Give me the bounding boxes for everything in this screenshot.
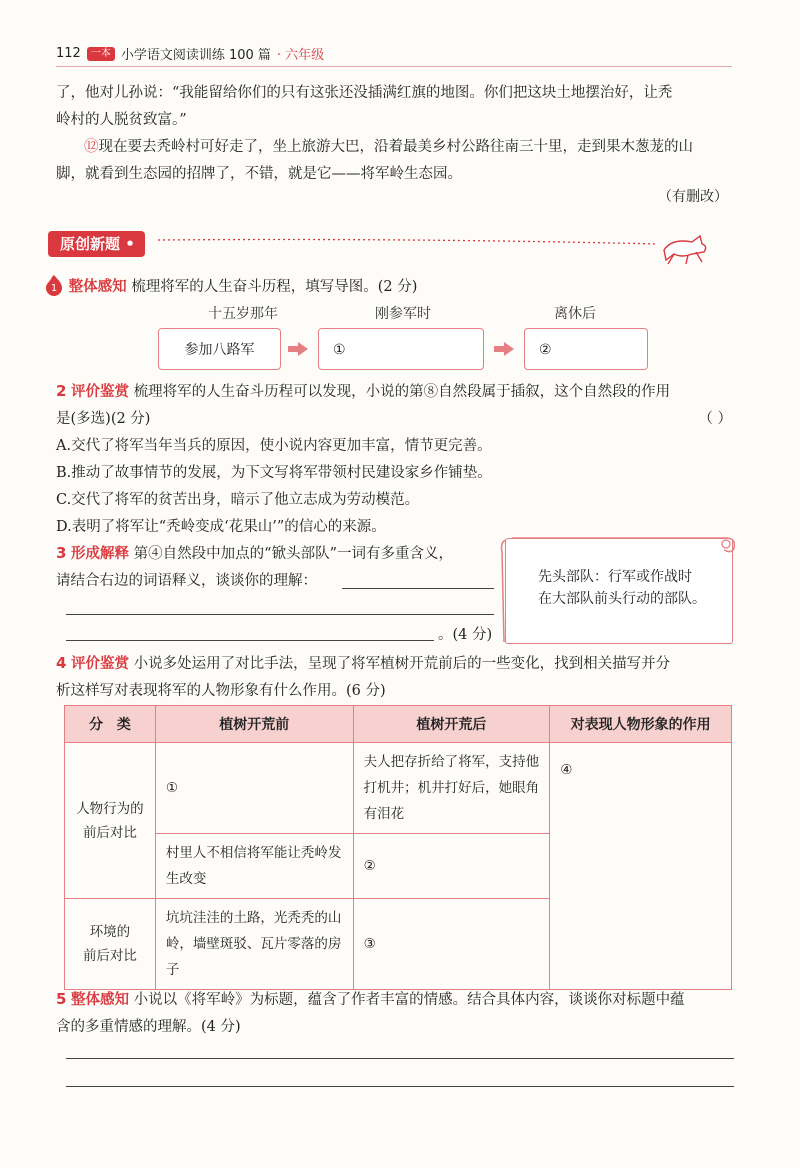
definition-line: 先头部队：行军或作战时 — [538, 569, 692, 585]
brand-badge: 一本 — [87, 47, 115, 61]
passage-paragraph-11 — [56, 80, 746, 134]
q3-label: 形成解释 — [71, 546, 130, 562]
section-title: 原创新题 • — [48, 231, 145, 257]
question-3 — [56, 540, 496, 595]
q5-number: 5 — [56, 990, 67, 1008]
passage-line: 了，他对儿孙说：“我能留给你们的只有这张还没插满红旗的地图。你们把这块土地摆治好，让秃 — [56, 85, 673, 101]
q4-number: 4 — [56, 654, 67, 672]
table-cell: 夫人把存折给了将军，支持他打机井；机井打好后，她眼角有泪花 — [353, 743, 550, 834]
table-header: 分 类 — [65, 706, 156, 743]
answer-line[interactable] — [66, 1058, 734, 1059]
grade-label: · 六年级 — [276, 48, 325, 63]
flame-icon — [44, 274, 64, 296]
comparison-table — [64, 705, 732, 990]
q1-text: 梳理将军的人生奋斗历程，填写导图。(2 分) — [131, 279, 418, 295]
table-group-label: 环境的 前后对比 — [65, 899, 156, 990]
question-5 — [56, 986, 746, 1041]
q2-text: 是(多选)(2 分) — [56, 411, 151, 427]
flow-box-start: 参加八路军 — [158, 328, 281, 370]
flow-arrow — [288, 342, 308, 356]
q2-option-d: D.表明了将军让“秃岭变成‘花果山’”的信心的来源。 — [56, 519, 386, 535]
q1-number: 1 — [50, 283, 58, 294]
table-header: 对表现人物形象的作用 — [550, 706, 732, 743]
q3-text: 第④自然段中加点的“锨头部队”一词有多重含义， — [133, 546, 453, 562]
q3-score: 。(4 分) — [438, 627, 493, 643]
passage-paragraph-12 — [56, 134, 746, 188]
q2-text: 梳理将军的人生奋斗历程可以发现，小说的第⑧自然段属于插叙，这个自然段的作用 — [133, 384, 671, 400]
passage-line: 岭村的人脱贫致富。” — [56, 112, 187, 128]
answer-line[interactable] — [342, 588, 494, 589]
table-row — [65, 743, 732, 834]
page-number: 112 — [56, 46, 81, 61]
dotted-divider — [158, 226, 738, 266]
q2-number: 2 — [56, 382, 67, 400]
table-cell-answer-4[interactable]: ④ — [550, 743, 732, 990]
table-group-label: 人物行为的 前后对比 — [65, 743, 156, 899]
table-header-row — [65, 706, 732, 743]
q4-text: 析这样写对表现将军的人物形象有什么作用。(6 分) — [56, 683, 386, 699]
table-cell: 村里人不相信将军能让秃岭发生改变 — [155, 834, 353, 899]
paragraph-number: ⑫ — [84, 139, 99, 155]
q2-label: 评价鉴赏 — [71, 384, 130, 400]
passage-line: 现在要去秃岭村可好走了，坐上旅游大巴，沿着最美乡村公路往南三十里，走到果木葱茏的山 — [98, 139, 693, 155]
cat-icon — [664, 236, 706, 264]
table-header: 植树开荒后 — [353, 706, 550, 743]
answer-line[interactable] — [66, 614, 494, 615]
answer-line[interactable] — [66, 640, 434, 641]
q2-option-b: B.推动了故事情节的发展，为下文写将军带领村民建设家乡作铺垫。 — [56, 465, 492, 481]
q4-text: 小说多处运用了对比手法，呈现了将军植树开荒前后的一些变化，找到相关描写并分 — [133, 656, 671, 672]
question-4 — [56, 650, 746, 705]
passage-line: 脚，就看到生态园的招牌了，不错，就是它——将军岭生态园。 — [56, 166, 462, 182]
flow-box-answer-2[interactable]: ② — [524, 328, 648, 370]
q3-number: 3 — [56, 544, 67, 562]
q1-label: 整体感知 — [68, 279, 127, 295]
table-cell-answer-3[interactable]: ③ — [353, 899, 550, 990]
definition-text — [538, 566, 706, 610]
q4-label: 评价鉴赏 — [71, 656, 130, 672]
q2-answer-paren[interactable]: （ ） — [698, 411, 732, 427]
q2-option-c: C.交代了将军的贫苦出身，暗示了他立志成为劳动模范。 — [56, 492, 420, 508]
table-cell: 坑坑洼洼的土路，光秃秃的山岭，墙壁斑驳、瓦片零落的房子 — [155, 899, 353, 990]
definition-line: 在大部队前头行动的部队。 — [538, 591, 706, 607]
answer-line[interactable] — [66, 1086, 734, 1087]
question-1 — [44, 274, 417, 301]
q5-text: 小说以《将军岭》为标题，蕴含了作者丰富的情感。结合具体内容，谈谈你对标题中蕴 — [133, 992, 685, 1008]
table-cell-answer-1[interactable]: ① — [155, 743, 353, 834]
q2-option-a: A.交代了将军当年当兵的原因，使小说内容更加丰富，情节更完善。 — [56, 438, 492, 454]
table-header: 植树开荒前 — [155, 706, 353, 743]
flow-arrow — [494, 342, 514, 356]
source-note: （有删改） — [658, 189, 728, 205]
question-2 — [56, 378, 746, 541]
header-divider — [56, 66, 732, 67]
q3-text: 请结合右边的词语释义，谈谈你的理解： — [56, 573, 317, 589]
page-header — [56, 44, 324, 63]
flow-box-answer-1[interactable]: ① — [318, 328, 484, 370]
q5-label: 整体感知 — [71, 992, 130, 1008]
q5-text: 含的多重情感的理解。(4 分) — [56, 1019, 241, 1035]
flow-heading: 刚参军时 — [375, 306, 431, 322]
flow-heading: 离休后 — [554, 306, 596, 322]
flow-heading: 十五岁那年 — [208, 306, 278, 322]
book-title: 小学语文阅读训练 100 篇 — [120, 48, 271, 63]
table-cell-answer-2[interactable]: ② — [353, 834, 550, 899]
